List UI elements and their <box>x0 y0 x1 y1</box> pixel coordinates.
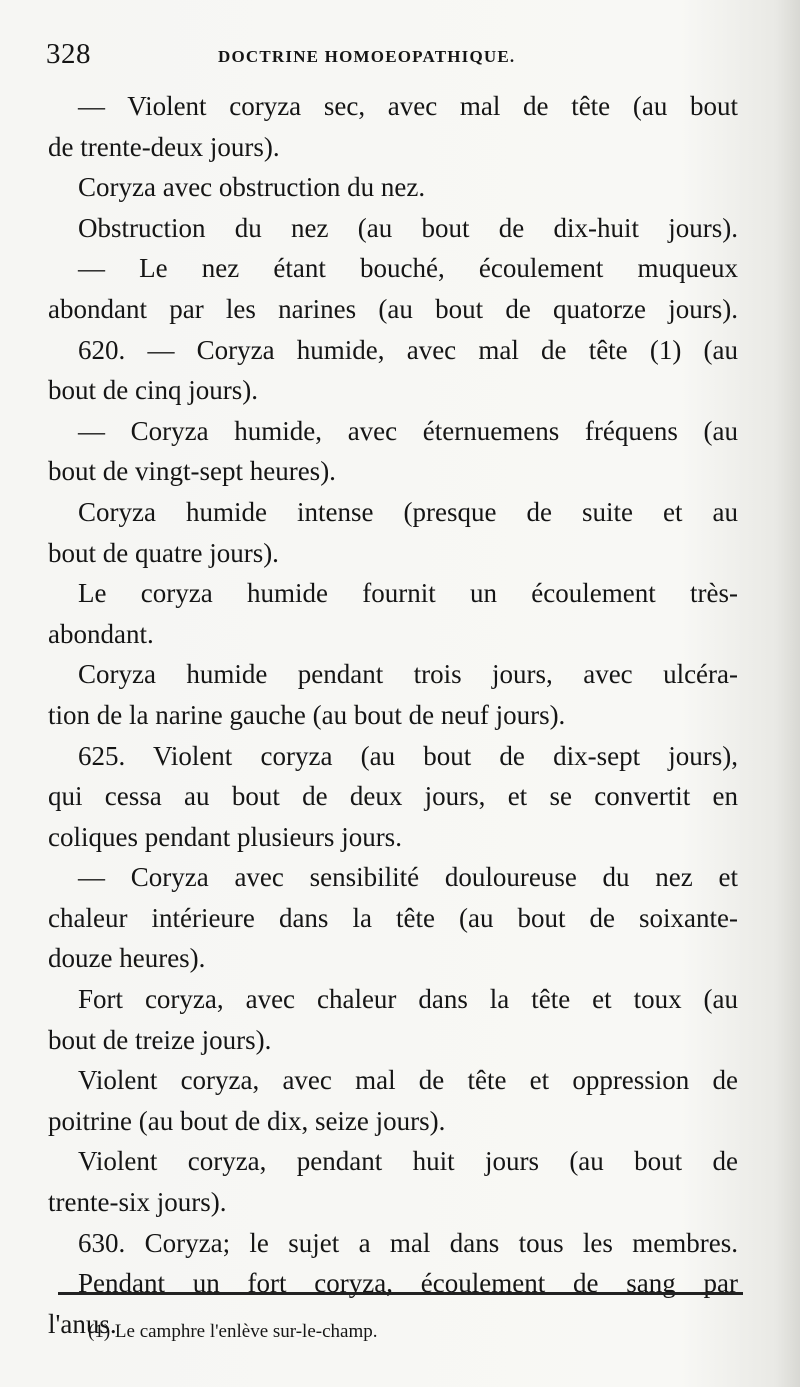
text-line: — Le nez étant bouché, écoulement muqueux <box>78 253 738 284</box>
text-line: l'anus. <box>48 1308 117 1339</box>
text-line: — Coryza humide, avec éternuemens fréquens (au <box>78 415 738 446</box>
text-line: abondant. <box>48 618 154 649</box>
text-line: Coryza humide intense (presque de suite et au <box>78 496 738 527</box>
text-line: poitrine (au bout de dix, seize jours). <box>48 1105 446 1136</box>
text-line: Fort coryza, avec chaleur dans la tête et toux (au <box>78 984 738 1015</box>
text-line: Pendant un fort coryza, écoulement de sang par <box>78 1268 738 1299</box>
text-line: Violent coryza, pendant huit jours (au bout de <box>78 1146 738 1177</box>
text-line: Coryza avec obstruction du nez. <box>78 172 426 203</box>
text-line: qui cessa au bout de deux jours, et se convertit en <box>48 781 738 812</box>
footnote-divider <box>58 1292 743 1295</box>
text-line: — Violent coryza sec, avec mal de tête (au bout <box>78 91 738 121</box>
text-line: bout de treize jours). <box>48 1024 272 1055</box>
text-line: — Coryza avec sensibilité douloureuse du nez et <box>78 862 738 893</box>
text-line: Coryza humide pendant trois jours, avec ulcéra- <box>78 659 738 690</box>
text-line: bout de quatre jours). <box>48 537 279 568</box>
text-line: douze heures). <box>48 943 206 974</box>
text-line: tion de la narine gauche (au bout de neuf jours). <box>48 699 566 730</box>
running-title: DOCTRINE HOMOEOPATHIQUE. <box>218 47 516 66</box>
text-line: 620. — Coryza humide, avec mal de tête (1) (au <box>78 334 738 365</box>
body-text <box>48 86 738 1344</box>
text-line: de trente-deux jours). <box>48 131 280 162</box>
page-header <box>46 38 746 78</box>
page-number: 328 <box>46 38 91 70</box>
text-line: Obstruction du nez (au bout de dix-huit jours). <box>78 212 738 243</box>
footnote: (1) Le camphre l'enlève sur-le-champ. <box>88 1321 378 1342</box>
text-line: coliques pendant plusieurs jours. <box>48 821 402 852</box>
text-line: 630. Coryza; le sujet a mal dans tous les membres. <box>78 1227 738 1258</box>
text-line: Le coryza humide fournit un écoulement très- <box>78 578 738 609</box>
text-line: abondant par les narines (au bout de quatorze jours). <box>48 293 738 324</box>
text-line: bout de cinq jours). <box>48 375 258 406</box>
text-line: Violent coryza, avec mal de tête et oppression de <box>78 1065 738 1096</box>
text-line: bout de vingt-sept heures). <box>48 456 336 487</box>
text-line: 625. Violent coryza (au bout de dix-sept jours), <box>78 740 738 771</box>
text-line: trente-six jours). <box>48 1187 227 1218</box>
text-line: chaleur intérieure dans la tête (au bout de soixante- <box>48 902 738 933</box>
